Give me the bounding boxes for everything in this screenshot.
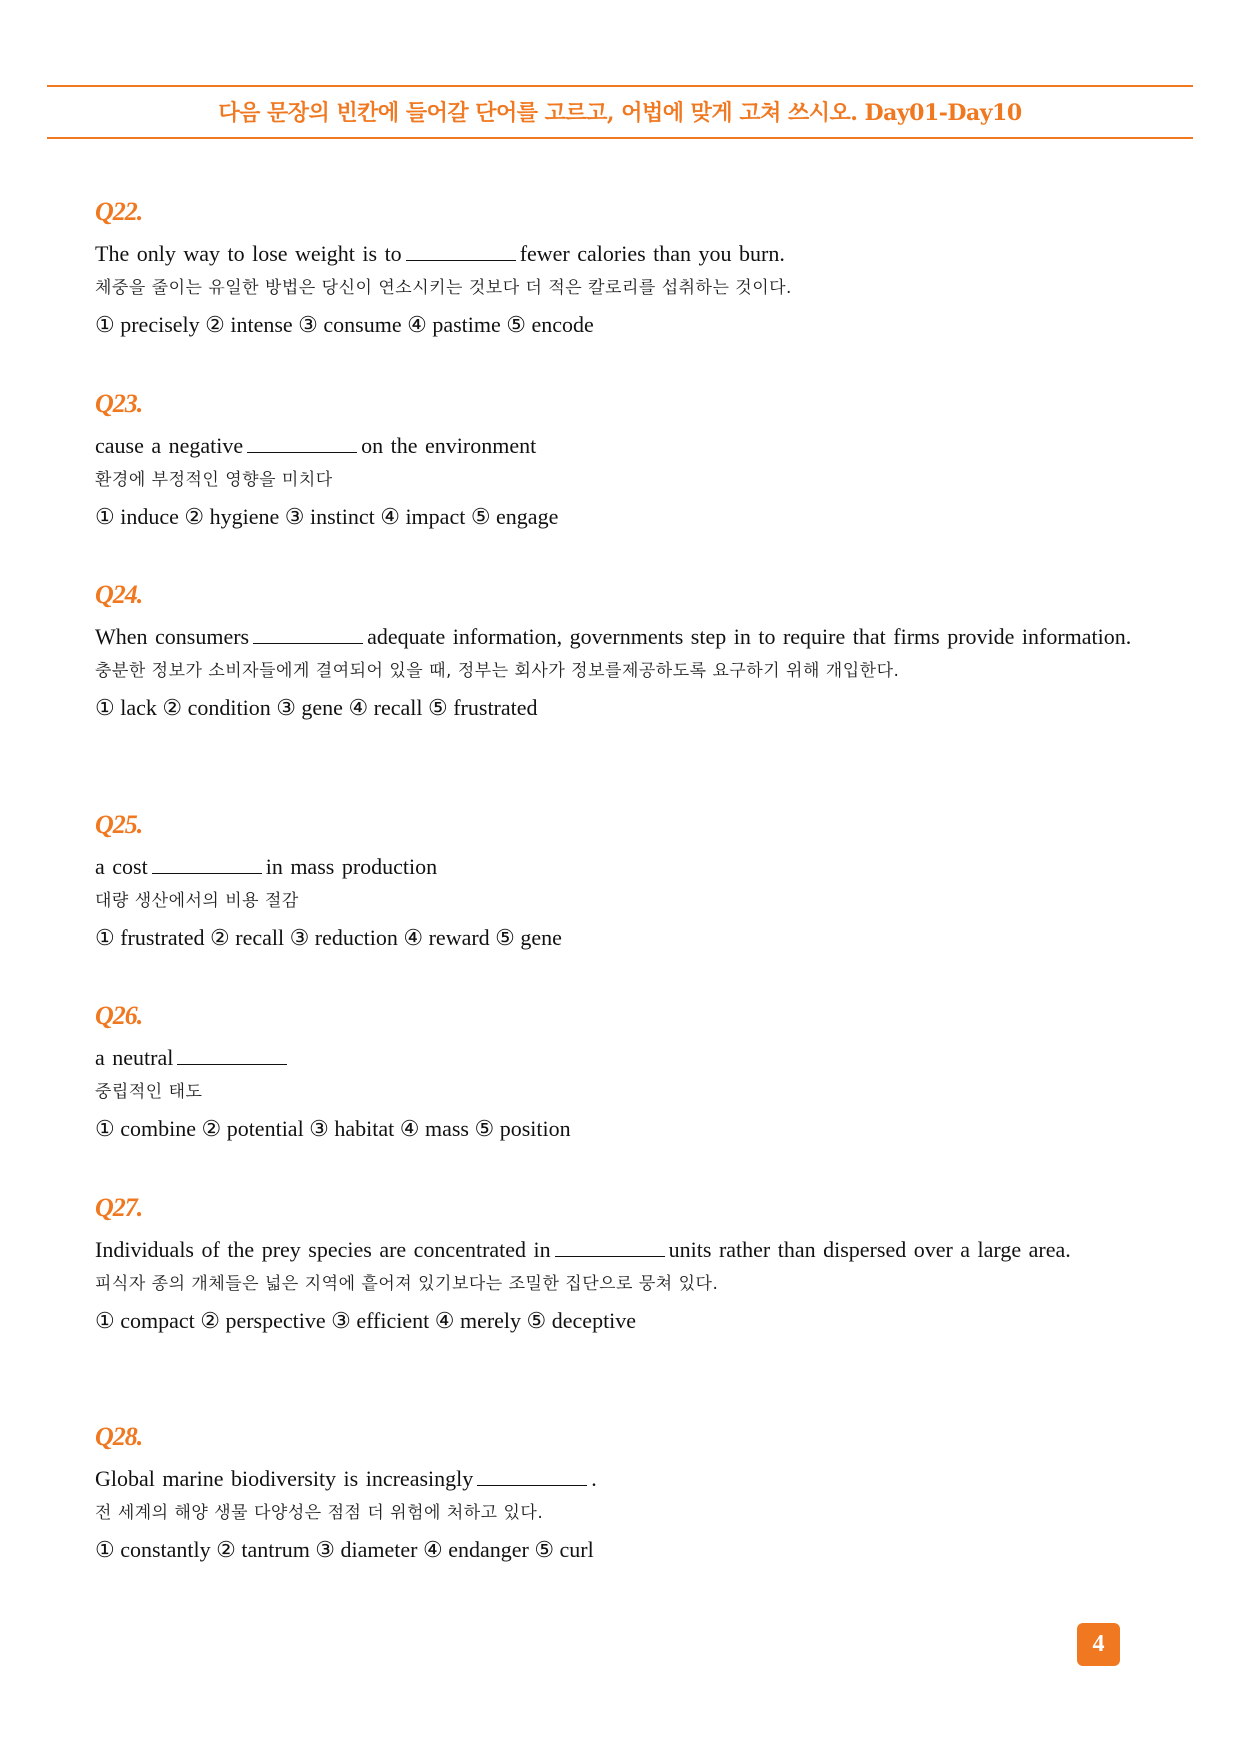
answer-choices: ① combine ② potential ③ habitat ④ mass ⑤ position xyxy=(95,1116,571,1141)
question-label: Q26. xyxy=(95,1001,143,1030)
answer-choices: ① compact ② perspective ③ efficient ④ merely ⑤ deceptive xyxy=(95,1308,637,1333)
sentence-after: on the environment xyxy=(361,433,537,458)
answer-blank xyxy=(406,238,516,261)
header-top-rule xyxy=(47,85,1193,87)
question-label: Q25. xyxy=(95,810,143,839)
question-q23 xyxy=(95,389,1150,536)
page-title: 다음 문장의 빈칸에 들어갈 단어를 고르고, 어법에 맞게 고쳐 쓰시오. Day01-Day10 xyxy=(218,100,1022,126)
question-translation: 대량 생산에서의 비용 절감 xyxy=(95,891,299,911)
sentence-before: Global marine biodiversity is increasingly xyxy=(95,1466,474,1491)
question-label: Q22. xyxy=(95,197,143,226)
sentence-before: a cost xyxy=(95,854,148,879)
answer-choices: ① frustrated ② recall ③ reduction ④ reward ⑤ gene xyxy=(95,925,562,950)
question-sentence xyxy=(95,618,1150,656)
answer-blank xyxy=(177,1042,287,1065)
question-translation: 충분한 정보가 소비자들에게 결여되어 있을 때, 정부는 회사가 정보를제공하도록 요구하기 위해 개입한다. xyxy=(95,661,900,681)
header-bottom-rule xyxy=(47,137,1193,139)
question-sentence xyxy=(95,1231,1150,1269)
sentence-after: adequate information, governments step in to require that firms provide information. xyxy=(367,624,1132,649)
answer-blank xyxy=(555,1234,665,1257)
question-label: Q23. xyxy=(95,389,143,418)
question-q26 xyxy=(95,1001,1150,1148)
question-translation: 피식자 종의 개체들은 넓은 지역에 흩어져 있기보다는 조밀한 집단으로 뭉쳐 있다. xyxy=(95,1274,719,1294)
question-label: Q28. xyxy=(95,1422,143,1451)
answer-choices: ① precisely ② intense ③ consume ④ pastime ⑤ encode xyxy=(95,312,594,337)
answer-choices: ① constantly ② tantrum ③ diameter ④ endanger ⑤ curl xyxy=(95,1537,594,1562)
page-number-badge: 4 xyxy=(1077,1623,1120,1666)
sentence-before: When consumers xyxy=(95,624,250,649)
sentence-after: fewer calories than you burn. xyxy=(519,241,785,266)
question-sentence xyxy=(95,1039,1150,1077)
question-sentence xyxy=(95,235,1150,273)
answer-blank xyxy=(152,851,262,874)
sentence-after: . xyxy=(591,1466,597,1491)
answer-blank xyxy=(253,621,363,644)
question-translation: 중립적인 태도 xyxy=(95,1082,203,1102)
question-sentence xyxy=(95,427,1150,465)
sentence-after: in mass production xyxy=(265,854,438,879)
question-sentence xyxy=(95,1460,1150,1498)
question-label: Q24. xyxy=(95,580,143,609)
question-label: Q27. xyxy=(95,1193,143,1222)
sentence-before: a neutral xyxy=(95,1045,174,1070)
question-sentence xyxy=(95,848,1150,886)
question-translation: 체중을 줄이는 유일한 방법은 당신이 연소시키는 것보다 더 적은 칼로리를 섭취하는 것이다. xyxy=(95,278,792,298)
answer-blank xyxy=(477,1463,587,1486)
answer-choices: ① lack ② condition ③ gene ④ recall ⑤ frustrated xyxy=(95,695,538,720)
sentence-before: Individuals of the prey species are concentrated in xyxy=(95,1237,551,1262)
question-translation: 환경에 부정적인 영향을 미치다 xyxy=(95,470,333,490)
answer-blank xyxy=(247,430,357,453)
answer-choices: ① induce ② hygiene ③ instinct ④ impact ⑤ engage xyxy=(95,504,559,529)
question-q25 xyxy=(95,810,1150,957)
sentence-before: The only way to lose weight is to xyxy=(95,241,402,266)
question-q24 xyxy=(95,580,1150,727)
sentence-before: cause a negative xyxy=(95,433,244,458)
sentence-after: units rather than dispersed over a large area. xyxy=(668,1237,1071,1262)
question-q27 xyxy=(95,1193,1150,1340)
question-q28 xyxy=(95,1422,1150,1569)
question-translation: 전 세계의 해양 생물 다양성은 점점 더 위험에 처하고 있다. xyxy=(95,1503,544,1523)
question-q22 xyxy=(95,197,1150,344)
